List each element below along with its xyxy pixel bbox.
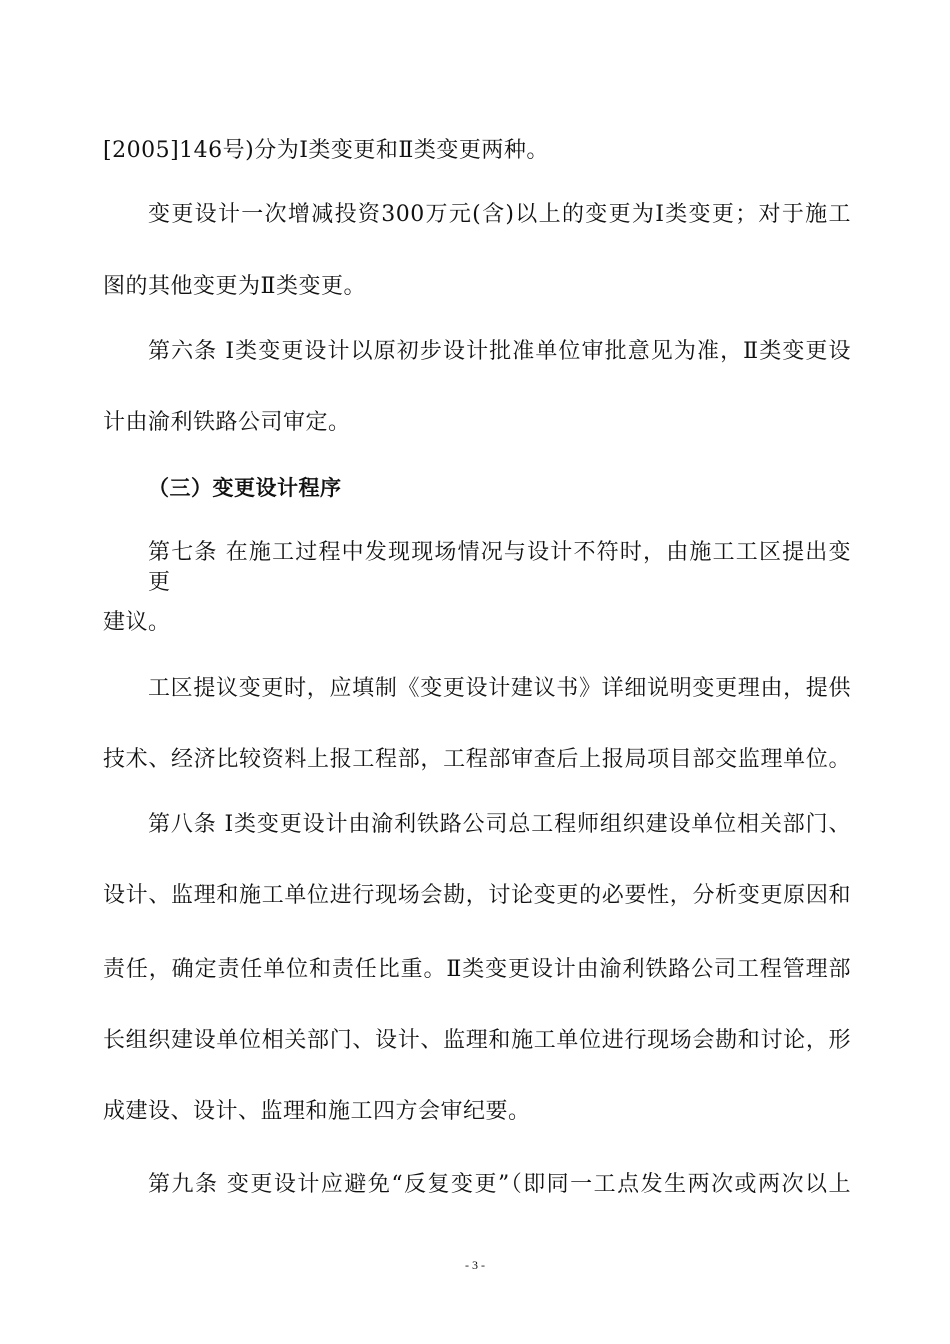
article-7-line-2: 建议。 — [103, 610, 171, 635]
article-8-line-5: 成建设、设计、监理和施工四方会审纪要。 — [103, 1099, 531, 1124]
article-8-line-1: 第八条 Ⅰ类变更设计由渝利铁路公司总工程师组织建设单位相关部门、 — [148, 812, 851, 837]
article-8-line-4: 长组织建设单位相关部门、设计、监理和施工单位进行现场会勘和讨论，形 — [103, 1028, 851, 1053]
text-line-10: 技术、经济比较资料上报工程部，工程部审查后上报局项目部交监理单位。 — [103, 747, 851, 772]
article-6-line-2: 计由渝利铁路公司审定。 — [103, 410, 351, 435]
text-line-9: 工区提议变更时，应填制《变更设计建议书》详细说明变更理由，提供 — [148, 676, 851, 701]
article-6-line-1: 第六条 Ⅰ类变更设计以原初步设计批准单位审批意见为准，Ⅱ类变更设 — [148, 339, 851, 364]
article-8-line-3: 责任，确定责任单位和责任比重。Ⅱ类变更设计由渝利铁路公司工程管理部 — [103, 957, 851, 982]
text-line-3: 图的其他变更为Ⅱ类变更。 — [103, 274, 366, 299]
text-line-1: [2005]146号)分为Ⅰ类变更和Ⅱ类变更两种。 — [103, 138, 549, 163]
article-8-line-2: 设计、监理和施工单位进行现场会勘，讨论变更的必要性，分析变更原因和 — [103, 883, 851, 908]
page-number: - 3 - — [465, 1258, 485, 1272]
article-9-line-1: 第九条 变更设计应避免“反复变更”（即同一工点发生两次或两次以上 — [148, 1172, 851, 1197]
text-line-2: 变更设计一次增减投资300万元(含)以上的变更为Ⅰ类变更；对于施工 — [148, 202, 851, 227]
section-heading: （三）变更设计程序 — [148, 476, 342, 500]
article-7-line-1: 第七条 在施工过程中发现现场情况与设计不符时，由施工工区提出变更 — [148, 540, 851, 595]
